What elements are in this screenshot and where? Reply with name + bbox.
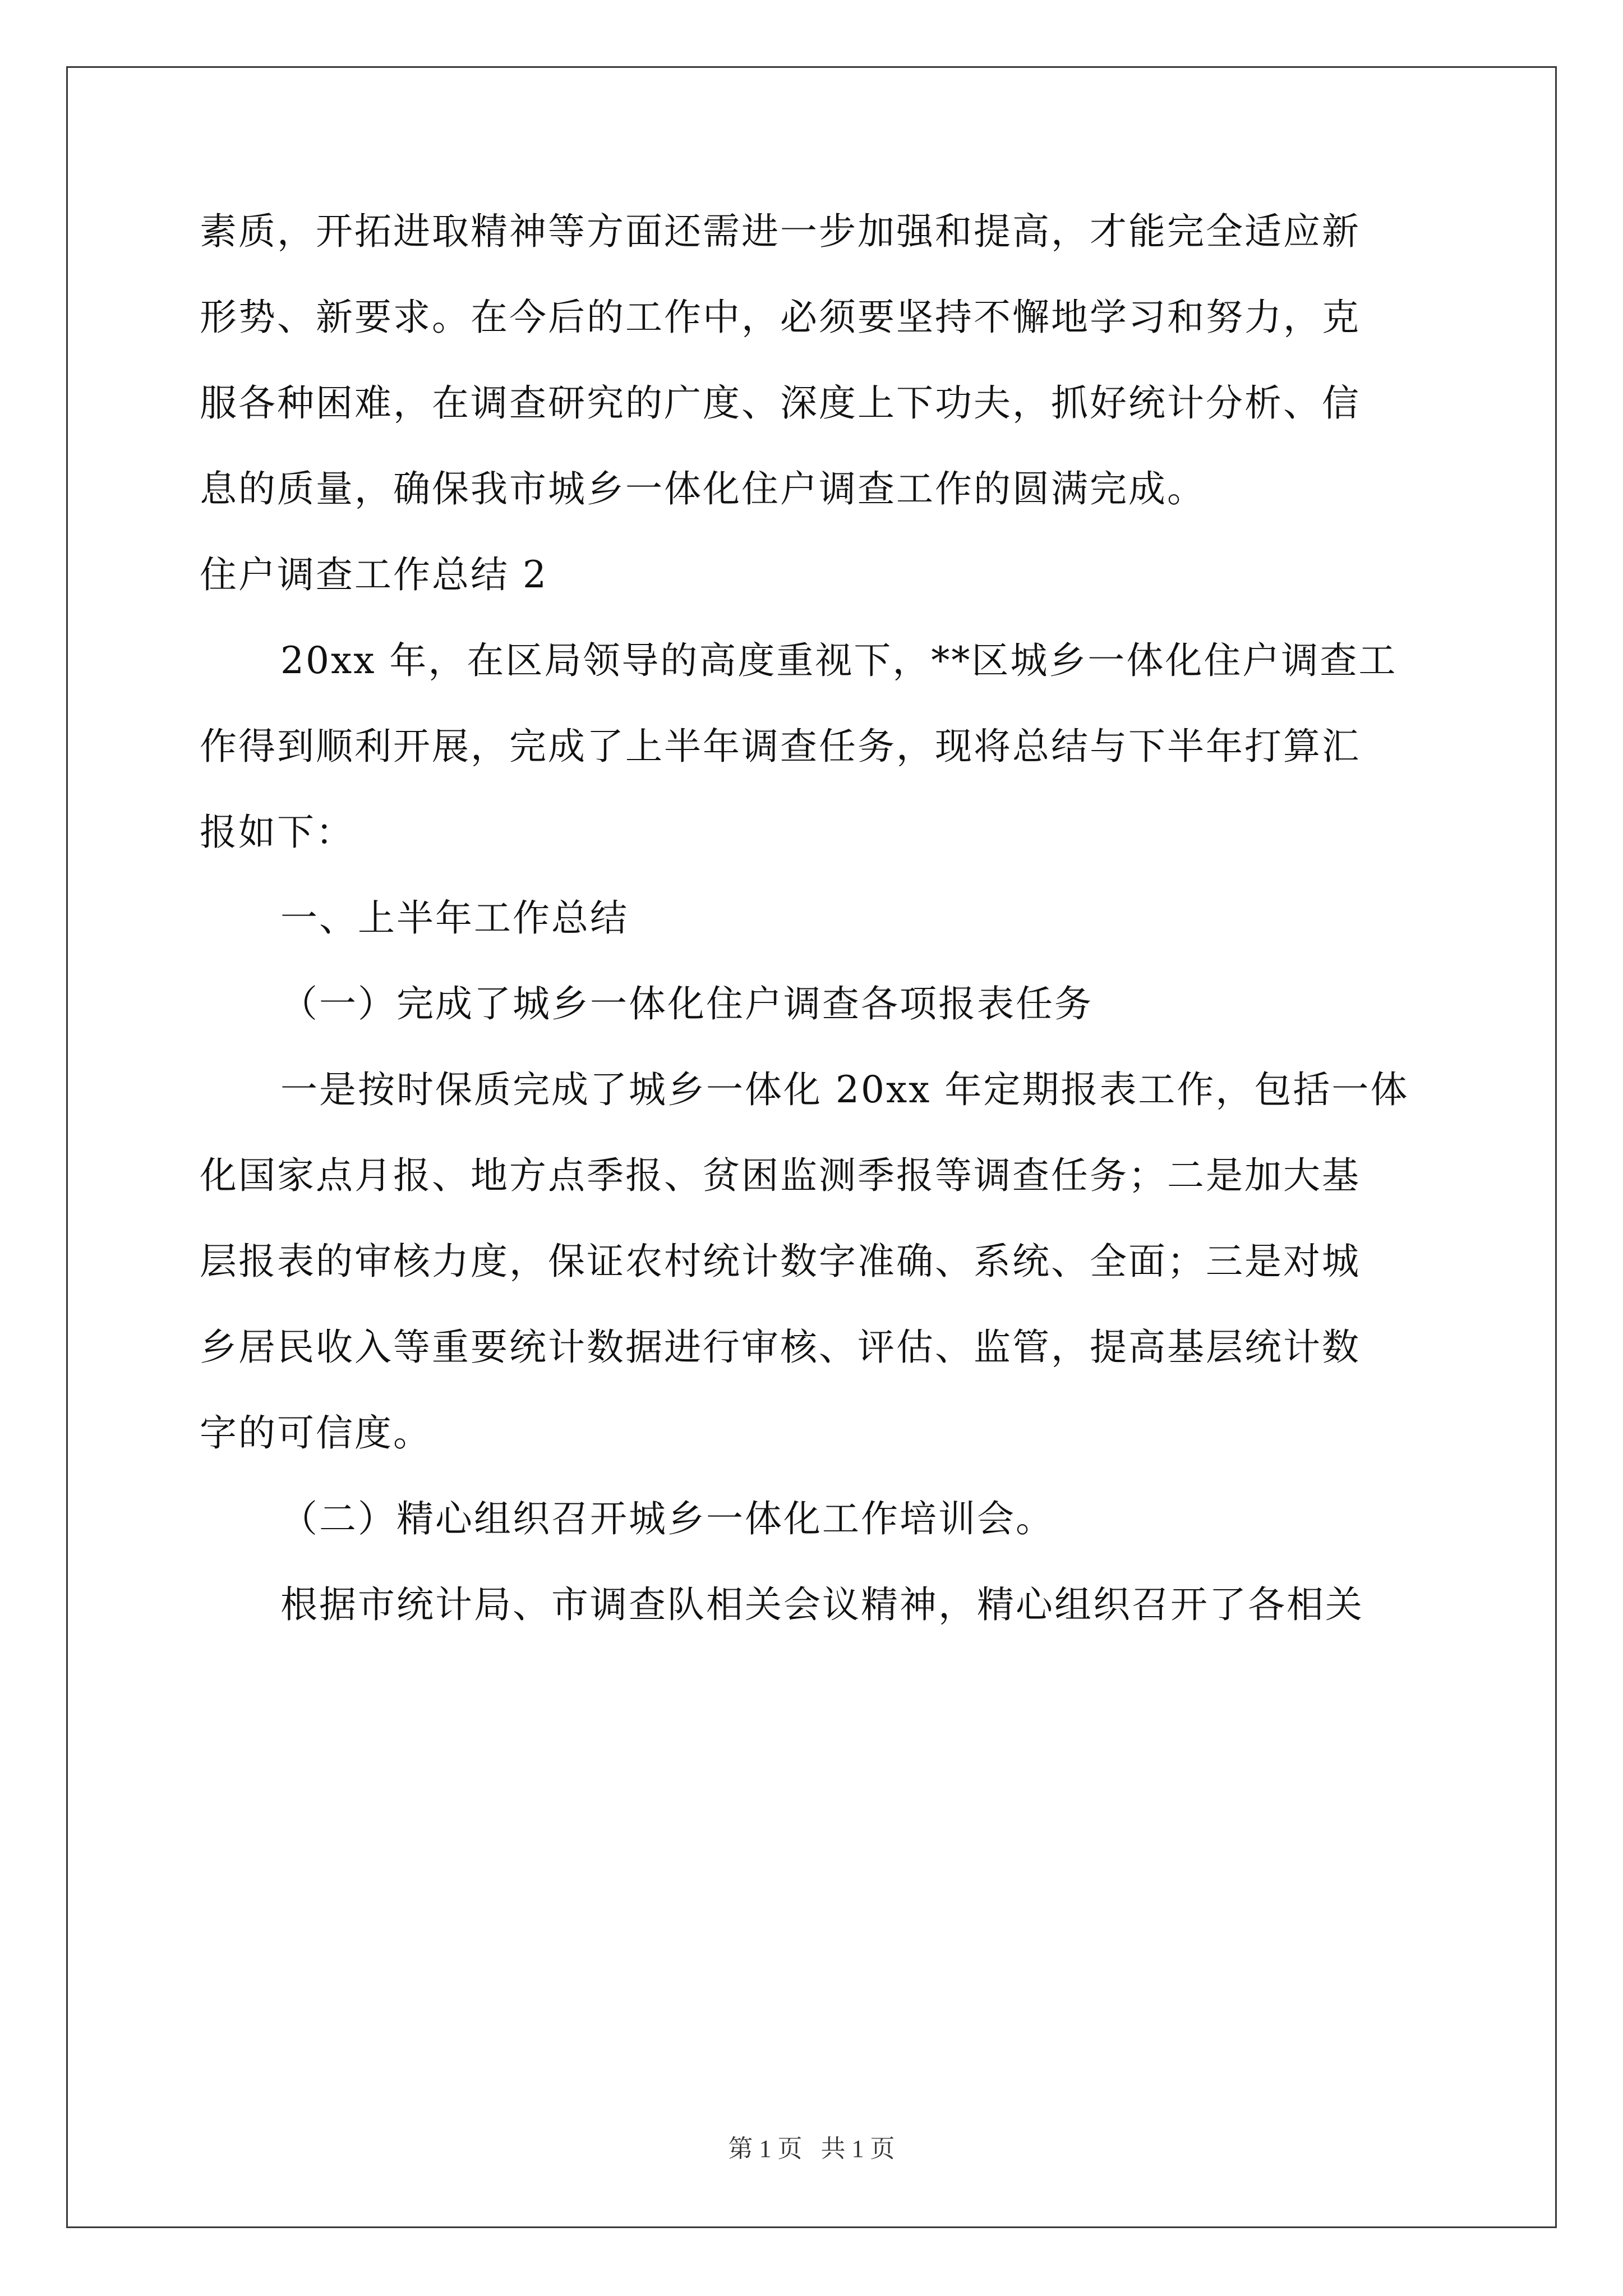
subheading: 一、上半年工作总结 bbox=[280, 896, 629, 940]
text-line: 化国家点月报、地方点季报、贫困监测季报等调查任务；二是加大基 bbox=[200, 1154, 1361, 1197]
paragraph-first-line: 根据市统计局、市调查队相关会议精神，精心组织召开了各相关 bbox=[280, 1583, 1364, 1626]
section-heading: 住户调查工作总结 2 bbox=[200, 553, 548, 596]
text-line: 形势、新要求。在今后的工作中，必须要坚持不懈地学习和努力，克 bbox=[200, 296, 1361, 339]
text-line: 字的可信度。 bbox=[200, 1411, 432, 1455]
text-line: 服各种困难，在调查研究的广度、深度上下功夫，抓好统计分析、信 bbox=[200, 381, 1361, 425]
text-line: 层报表的审核力度，保证农村统计数字准确、系统、全面；三是对城 bbox=[200, 1240, 1361, 1283]
subheading: （一）完成了城乡一体化住户调查各项报表任务 bbox=[280, 982, 1093, 1025]
text-line: 息的质量，确保我市城乡一体化住户调查工作的圆满完成。 bbox=[200, 467, 1206, 510]
text-line: 乡居民收入等重要统计数据进行审核、评估、监管，提高基层统计数 bbox=[200, 1326, 1361, 1369]
text-line: 作得到顺利开展，完成了上半年调查任务，现将总结与下半年打算汇 bbox=[200, 725, 1361, 768]
text-line: 素质，开拓进取精神等方面还需进一步加强和提高，才能完全适应新 bbox=[200, 210, 1361, 253]
paragraph-first-line: 一是按时保质完成了城乡一体化 20xx 年定期报表工作，包括一体 bbox=[280, 1068, 1409, 1111]
page-number: 第 1 页 共 1 页 bbox=[728, 2135, 895, 2162]
paragraph-first-line: 20xx 年，在区局领导的高度重视下，**区城乡一体化住户调查工 bbox=[280, 639, 1398, 682]
text-line: 报如下： bbox=[200, 811, 354, 854]
subheading: （二）精心组织召开城乡一体化工作培训会。 bbox=[280, 1497, 1054, 1540]
